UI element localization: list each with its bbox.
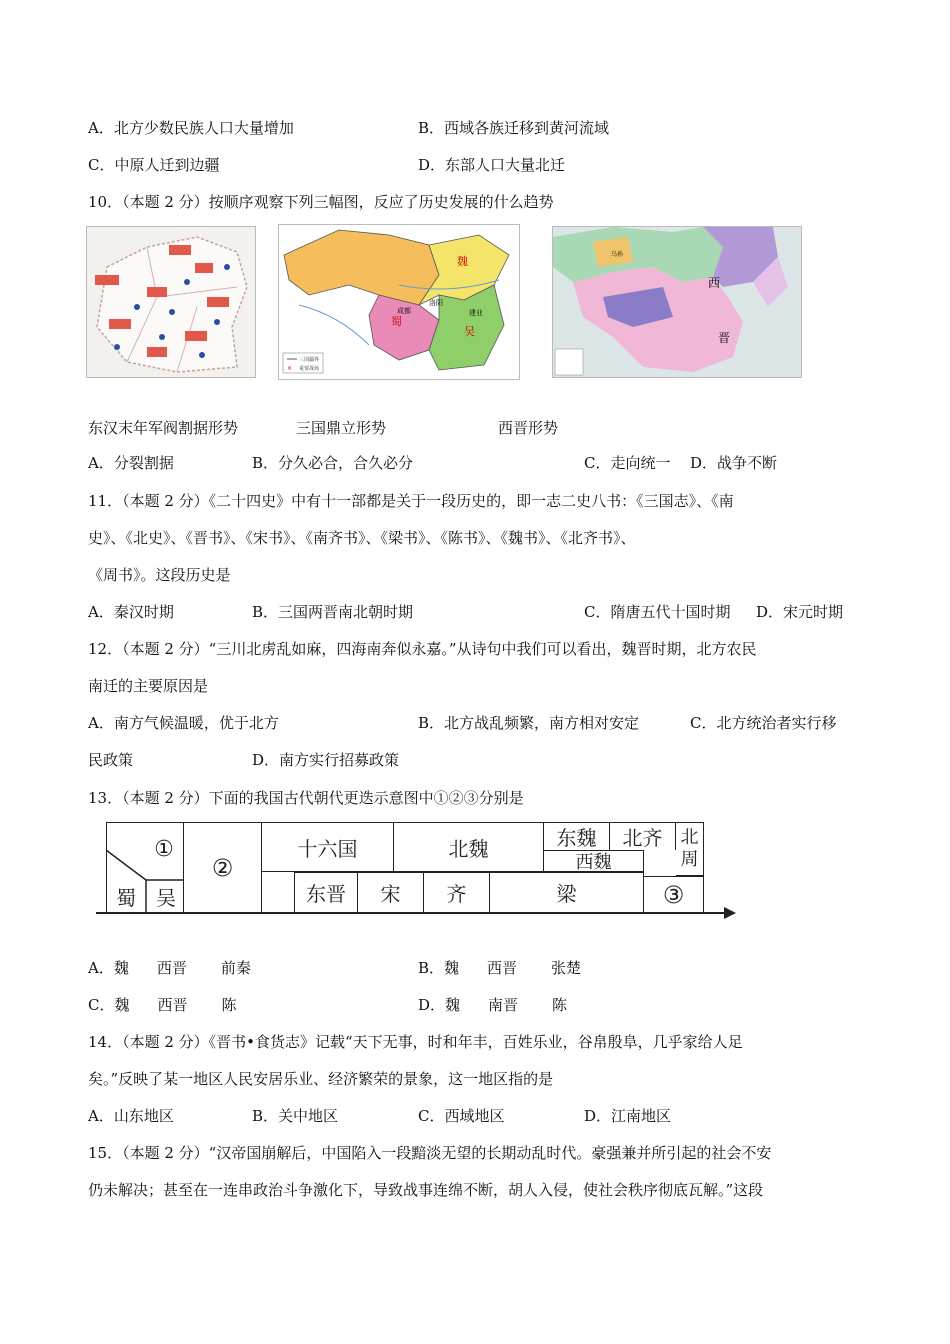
q11-option-c: C．隋唐五代十国时期 (584, 603, 731, 621)
dynasty-succession-diagram (96, 820, 736, 920)
q11-line-2: 史》、《北史》、《晋书》、《宋书》、《南齐书》、《梁书》、《陈书》、《魏书》、《北齐书》、 (88, 529, 636, 547)
cell-northern-zhou: 北周 (676, 822, 704, 876)
cell-qi: 齐 (424, 872, 490, 912)
map-western-jin (552, 226, 802, 378)
cell-circle-2: ② (184, 822, 262, 912)
q9-option-c: C．中原人迁到边疆 (88, 156, 220, 174)
q10-option-c: C．走向统一 (584, 454, 671, 472)
q13-stem: 13．（本题 2 分）下面的我国古代朝代更迭示意图中①②③分别是 (88, 789, 524, 807)
cell-western-wei: 西魏 (544, 850, 644, 872)
q14-option-a: A．山东地区 (88, 1107, 174, 1125)
cell-wu: 吴 (156, 885, 176, 910)
map2-label-shu: 蜀 (391, 315, 402, 328)
svg-text:三国疆界: 三国疆界 (299, 357, 320, 363)
cell-northern-wei: 北魏 (394, 822, 544, 872)
q11-line-1: 11．（本题 2 分）《二十四史》中有十一部都是关于一段历史的，即一志二史八书：《三国志》、《南 (88, 492, 734, 510)
cell-circle-3: ③ (644, 876, 704, 912)
cell-liang: 梁 (490, 872, 644, 912)
q14-line-2: 矣。”反映了某一地区人民安居乐业、经济繁荣的景象，这一地区指的是 (88, 1070, 554, 1088)
svg-text:重要战场: 重要战场 (299, 366, 320, 372)
q10-caption-3: 西晋形势 (498, 419, 559, 437)
cell-sixteen-kingdoms: 十六国 (262, 822, 394, 872)
q12-option-b: B．北方战乱频繁，南方相对安定 (418, 714, 640, 732)
q9-option-d: D．东部人口大量北迁 (418, 156, 566, 174)
q9-option-b: B．西域各族迁移到黄河流域 (418, 119, 610, 137)
q13-option-c: C．魏 西晋 陈 (88, 996, 237, 1014)
map2-label-wu: 吴 (464, 325, 475, 338)
map-eastern-han-warlords (86, 226, 256, 378)
q13-option-a: A．魏 西晋 前秦 (88, 959, 251, 977)
map3-label-jin: 晋 (718, 331, 731, 345)
svg-text:×: × (287, 365, 293, 372)
q14-option-b: B．关中地区 (252, 1107, 339, 1125)
q15-line-2: 仍未解决；甚至在一连串政治斗争激化下，导致战事连绵不断，胡人入侵，使社会秩序彻底瓦解。”这段 (88, 1181, 764, 1199)
cell-circle-1: ① (154, 836, 174, 862)
q10-caption-2: 三国鼎立形势 (296, 419, 387, 437)
q11-option-a: A．秦汉时期 (88, 603, 174, 621)
q10-option-d: D．战争不断 (690, 454, 778, 472)
cell-eastern-wei: 东魏 (544, 822, 610, 850)
cell-eastern-jin: 东晋 (294, 872, 358, 912)
q13-option-d: D．魏 南晋 陈 (418, 996, 568, 1014)
q11-option-b: B．三国两晋南北朝时期 (252, 603, 414, 621)
q9-option-a: A．北方少数民族人口大量增加 (88, 119, 294, 137)
q11-option-d: D．宋元时期 (756, 603, 844, 621)
map-three-kingdoms (278, 224, 520, 380)
map3-label-xi: 西 (708, 276, 721, 290)
q14-option-d: D．江南地区 (584, 1107, 672, 1125)
cell-song: 宋 (358, 872, 424, 912)
q14-option-c: C．西域地区 (418, 1107, 505, 1125)
cell-northern-qi: 北齐 (610, 822, 676, 850)
map2-label-jianye: 建业 (469, 309, 483, 317)
map2-label-wei: 魏 (457, 255, 468, 268)
cell-shu: 蜀 (116, 885, 136, 910)
q10-option-a: A．分裂割据 (88, 454, 174, 472)
q12-option-d: D．南方实行招募政策 (252, 751, 400, 769)
q12-option-c: C．北方统治者实行移 (690, 714, 837, 732)
q12-option-a: A．南方气候温暖，优于北方 (88, 714, 279, 732)
q12-option-c-continued: 民政策 (88, 751, 134, 769)
map2-label-chengdu: 成都 (397, 307, 411, 315)
q12-line-1: 12．（本题 2 分）“三川北虏乱如麻，四海南奔似永嘉。”从诗句中我们可以看出，魏晋时期，北方农民 (88, 640, 757, 658)
q10-option-b: B．分久必合，合久必分 (252, 454, 414, 472)
q13-option-b: B．魏 西晋 张楚 (418, 959, 582, 977)
q14-line-1: 14．（本题 2 分）《晋书•食货志》记载“天下无事，时和年丰，百姓乐业，谷帛殷阜，几乎家给人足 (88, 1033, 743, 1051)
q10-stem: 10．（本题 2 分）按顺序观察下列三幅图，反应了历史发展的什么趋势 (88, 193, 554, 211)
q15-line-1: 15．（本题 2 分）“汉帝国崩解后，中国陷入一段黯淡无望的长期动乱时代。豪强兼并所引起的社会不安 (88, 1144, 772, 1162)
q12-line-2: 南迁的主要原因是 (88, 677, 209, 695)
map3-label-wusun: 乌孙 (611, 251, 624, 258)
map2-label-luoyang: 洛阳 (429, 299, 443, 307)
q11-line-3: 《周书》。这段历史是 (88, 566, 231, 584)
q10-caption-1: 东汉末年军阀割据形势 (88, 419, 239, 437)
